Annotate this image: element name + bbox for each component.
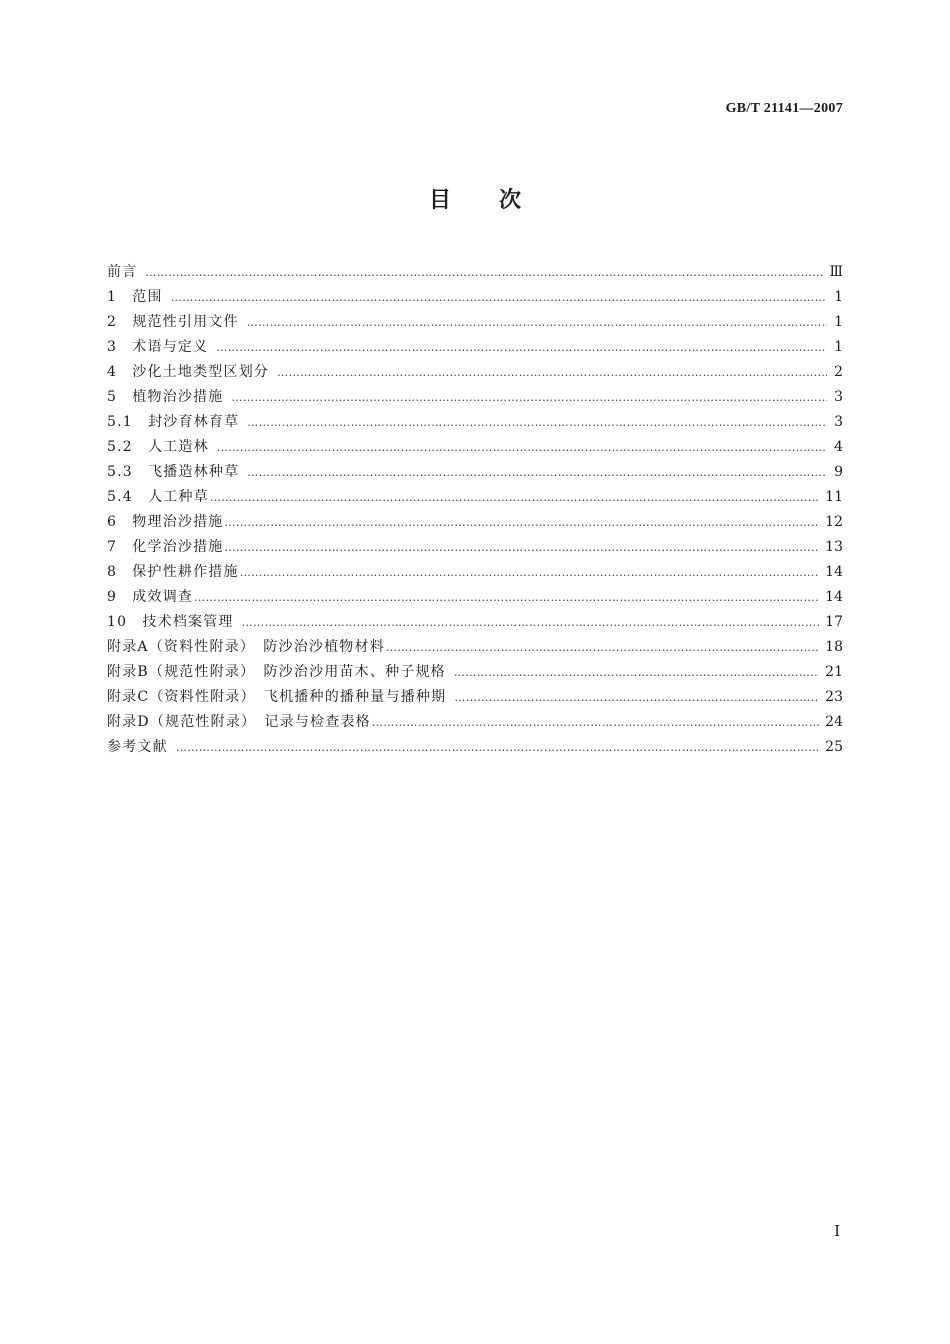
toc-entry-label: 附录C（资料性附录） 飞机播种的播种量与播种期	[107, 689, 447, 705]
toc-leader-dots	[247, 310, 827, 335]
toc-entry-page: 12	[825, 514, 843, 530]
toc-leader-dots	[247, 410, 827, 435]
toc-entry-page: Ⅲ	[829, 264, 843, 280]
toc-leader-dots	[386, 635, 819, 660]
toc-entry-label: 5.1 封沙育林育草	[107, 414, 240, 430]
toc-entry-conservation-tillage[interactable]	[107, 560, 843, 585]
standard-code: GB/T 21141—2007	[725, 101, 843, 116]
toc-entry-label: 前言	[107, 264, 138, 280]
toc-entry-plant-measures[interactable]	[107, 385, 843, 410]
toc-entry-label: 6 物理治沙措施	[107, 514, 224, 530]
toc-entry-label: 4 沙化土地类型区划分	[107, 364, 270, 380]
toc-entry-bibliography[interactable]	[107, 735, 843, 760]
toc-entry-page: 18	[825, 639, 843, 655]
toc-entry-aerial-seeding[interactable]	[107, 460, 843, 485]
toc-leader-dots	[277, 360, 827, 385]
toc-entry-chemical-measures[interactable]	[107, 535, 843, 560]
toc-leader-dots	[225, 535, 820, 560]
toc-entry-label: 5.4 人工种草	[107, 489, 209, 505]
toc-leader-dots	[217, 435, 827, 460]
toc-entry-label: 9 成效调查	[107, 589, 194, 605]
toc-entry-annex-d[interactable]	[107, 710, 843, 735]
toc-entry-label: 5.3 飞播造林种草	[107, 464, 240, 480]
toc-entry-label: 3 术语与定义	[107, 339, 209, 355]
toc-entry-page: 14	[825, 564, 843, 580]
toc-leader-dots	[454, 685, 819, 710]
toc-leader-dots	[240, 560, 819, 585]
toc-entry-label: 2 规范性引用文件	[107, 314, 239, 330]
toc-entry-page: 21	[825, 664, 843, 680]
toc-entry-annex-a[interactable]	[107, 635, 843, 660]
toc-entry-artificial-grass[interactable]	[107, 485, 843, 510]
toc-entry-page: 24	[825, 714, 843, 730]
toc-leader-dots	[225, 510, 820, 535]
toc-entry-page: 4	[834, 439, 843, 455]
toc-entry-page: 11	[825, 489, 843, 505]
toc-leader-dots	[216, 335, 827, 360]
toc-leader-dots	[454, 660, 819, 685]
toc-leader-dots	[247, 460, 827, 485]
toc-entry-scope[interactable]	[107, 285, 843, 310]
toc-entry-annex-c[interactable]	[107, 685, 843, 710]
toc-entry-page: 1	[834, 314, 843, 330]
page-number: Ⅰ	[834, 1224, 840, 1240]
toc-entry-effect-survey[interactable]	[107, 585, 843, 610]
toc-entry-label: 5 植物治沙措施	[107, 389, 224, 405]
toc-entry-land-type-zoning[interactable]	[107, 360, 843, 385]
toc-entry-label: 参考文献	[107, 739, 168, 755]
toc-entry-label: 附录A（资料性附录） 防沙治沙植物材料	[107, 639, 385, 655]
toc-entry-label: 7 化学治沙措施	[107, 539, 224, 555]
toc-entry-label: 附录B（规范性附录） 防沙治沙用苗木、种子规格	[107, 664, 446, 680]
toc-entry-terms-definitions[interactable]	[107, 335, 843, 360]
toc-leader-dots	[171, 285, 827, 310]
toc-entry-page: 14	[825, 589, 843, 605]
toc-entry-page: 23	[825, 689, 843, 705]
toc-entry-technical-archives[interactable]	[107, 610, 843, 635]
toc-entry-page: 9	[834, 464, 843, 480]
toc-entry-artificial-afforestation[interactable]	[107, 435, 843, 460]
toc-entry-page: 13	[825, 539, 843, 555]
toc-entry-label: 10 技术档案管理	[107, 614, 234, 630]
toc-leader-dots	[242, 610, 820, 635]
toc-entry-page: 2	[834, 364, 843, 380]
toc-entry-label: 8 保护性耕作措施	[107, 564, 239, 580]
toc-entry-foreword[interactable]	[107, 260, 843, 285]
toc-leader-dots	[372, 710, 819, 735]
toc-entry-enclosure-afforestation[interactable]	[107, 410, 843, 435]
toc-entry-normative-references[interactable]	[107, 310, 843, 335]
toc-entry-page: 25	[825, 739, 843, 755]
toc-leader-dots	[210, 485, 819, 510]
toc-entry-annex-b[interactable]	[107, 660, 843, 685]
toc-leader-dots	[145, 260, 823, 285]
toc-title: 目次	[428, 188, 569, 213]
toc-entry-page: 3	[834, 389, 843, 405]
toc-entry-page: 1	[834, 289, 843, 305]
toc-entry-page: 3	[834, 414, 843, 430]
toc-leader-dots	[176, 735, 819, 760]
toc-entry-page: 17	[825, 614, 843, 630]
toc-entry-label: 1 范围	[107, 289, 163, 305]
table-of-contents	[107, 260, 843, 760]
toc-leader-dots	[232, 385, 827, 410]
toc-entry-page: 1	[834, 339, 843, 355]
toc-leader-dots	[194, 585, 819, 610]
toc-entry-label: 5.2 人工造林	[107, 439, 209, 455]
toc-entry-label: 附录D（规范性附录） 记录与检查表格	[107, 714, 371, 730]
toc-entry-physical-measures[interactable]	[107, 510, 843, 535]
